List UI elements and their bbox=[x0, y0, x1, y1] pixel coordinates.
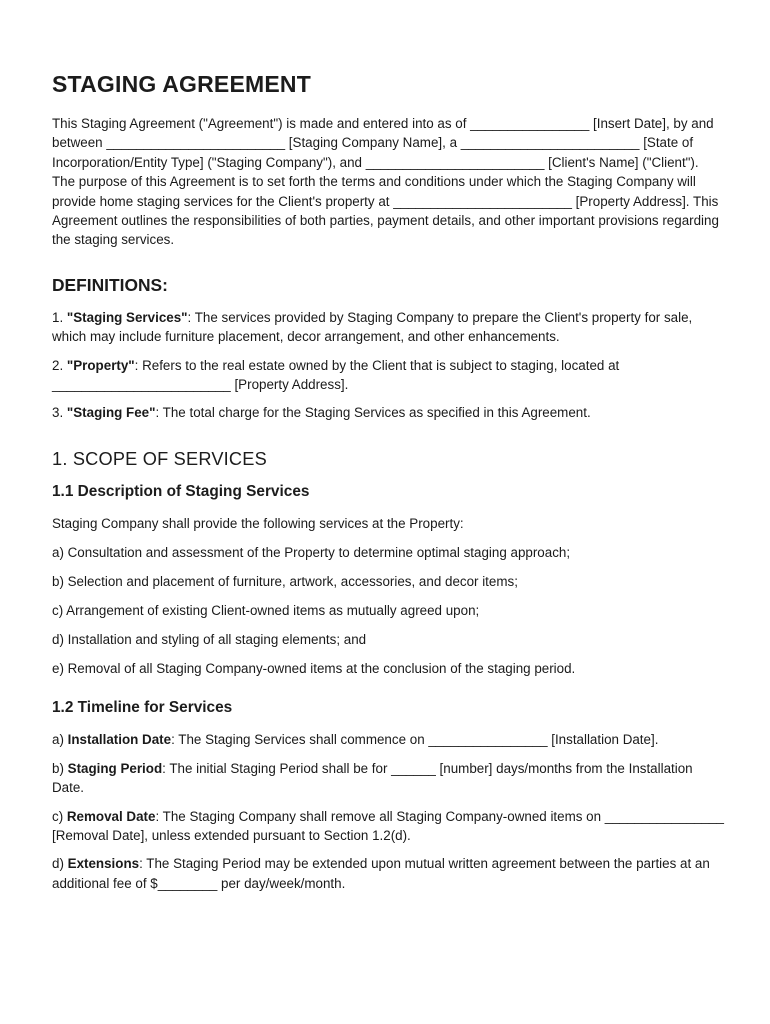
definition-text: : The total charge for the Staging Services as specified in this Agreement. bbox=[155, 405, 591, 421]
timeline-term: Installation Date bbox=[67, 732, 172, 748]
service-item: b) Selection and placement of furniture, artwork, accessories, and decor items; bbox=[52, 573, 518, 589]
document-title: STAGING AGREEMENT bbox=[52, 71, 311, 97]
timeline-subheading: 1.2 Timeline for Services bbox=[52, 699, 233, 717]
services-lead: Staging Company shall provide the following services at the Property: bbox=[52, 515, 464, 531]
timeline-item bbox=[52, 759, 724, 798]
timeline-term: Removal Date bbox=[66, 808, 156, 824]
definition-item bbox=[52, 308, 724, 347]
timeline-prefix: a) bbox=[52, 732, 68, 748]
definition-item bbox=[52, 403, 724, 422]
description-subheading: 1.1 Description of Staging Services bbox=[52, 482, 310, 500]
timeline-term: Extensions bbox=[67, 856, 140, 872]
timeline-prefix: b) bbox=[52, 760, 68, 776]
timeline-item bbox=[52, 807, 724, 846]
service-item: d) Installation and styling of all staging elements; and bbox=[52, 631, 367, 647]
timeline-text: : The Staging Services shall commence on ________________ [Installation Date]. bbox=[171, 732, 659, 748]
document-page bbox=[52, 70, 724, 902]
definition-number: 1. bbox=[52, 309, 67, 325]
definition-term: "Staging Fee" bbox=[66, 405, 156, 421]
scope-heading: 1. SCOPE OF SERVICES bbox=[52, 448, 267, 469]
timeline-prefix: d) bbox=[52, 856, 68, 872]
intro-paragraph: This Staging Agreement ("Agreement") is made and entered into as of ________________ [Insert Date], by and between ________________________ [Staging Company Name], a ________________________ [State of Incorporation/Entity Type] ("Staging Company"), and ________________________ [Client's Name] ("Client"). The purpose of this Agreement is to set forth the terms and conditions under which the Staging Company will provide home staging services for the Client's property at ________________________ [Property Address]. This Agreement outlines the responsibilities of both parties, payment details, and other important provisions regarding the staging services. bbox=[52, 116, 719, 248]
definition-text: : The services provided by Staging Company to prepare the Client's property for sale, which may include furniture placement, decor arrangement, and other enhancements. bbox=[52, 309, 693, 345]
timeline-text: : The Staging Company shall remove all Staging Company-owned items on ________________ [Removal Date], unless extended pursuant to Section 1.2(d). bbox=[52, 808, 724, 843]
timeline-prefix: c) bbox=[52, 808, 67, 824]
definition-term: "Staging Services" bbox=[66, 309, 188, 325]
service-item: a) Consultation and assessment of the Property to determine optimal staging approach; bbox=[52, 544, 571, 560]
service-item: c) Arrangement of existing Client-owned items as mutually agreed upon; bbox=[52, 602, 480, 618]
definition-text: : Refers to the real estate owned by the Client that is subject to staging, located at ________________________ [Property Address]. bbox=[52, 357, 620, 393]
definition-number: 3. bbox=[52, 405, 67, 421]
service-item: e) Removal of all Staging Company-owned items at the conclusion of the staging period. bbox=[52, 660, 576, 676]
definition-number: 2. bbox=[52, 357, 67, 373]
timeline-item bbox=[52, 854, 724, 893]
timeline-text: : The Staging Period may be extended upon mutual written agreement between the parties at an additional fee of $________ per day/week/month. bbox=[52, 856, 710, 891]
definitions-heading: DEFINITIONS: bbox=[52, 274, 168, 295]
timeline-item bbox=[52, 730, 724, 749]
definition-item bbox=[52, 356, 724, 395]
timeline-text: : The initial Staging Period shall be for ______ [number] days/months from the Installation Date. bbox=[52, 760, 693, 796]
definition-term: "Property" bbox=[66, 357, 135, 373]
timeline-term: Staging Period bbox=[67, 760, 163, 776]
